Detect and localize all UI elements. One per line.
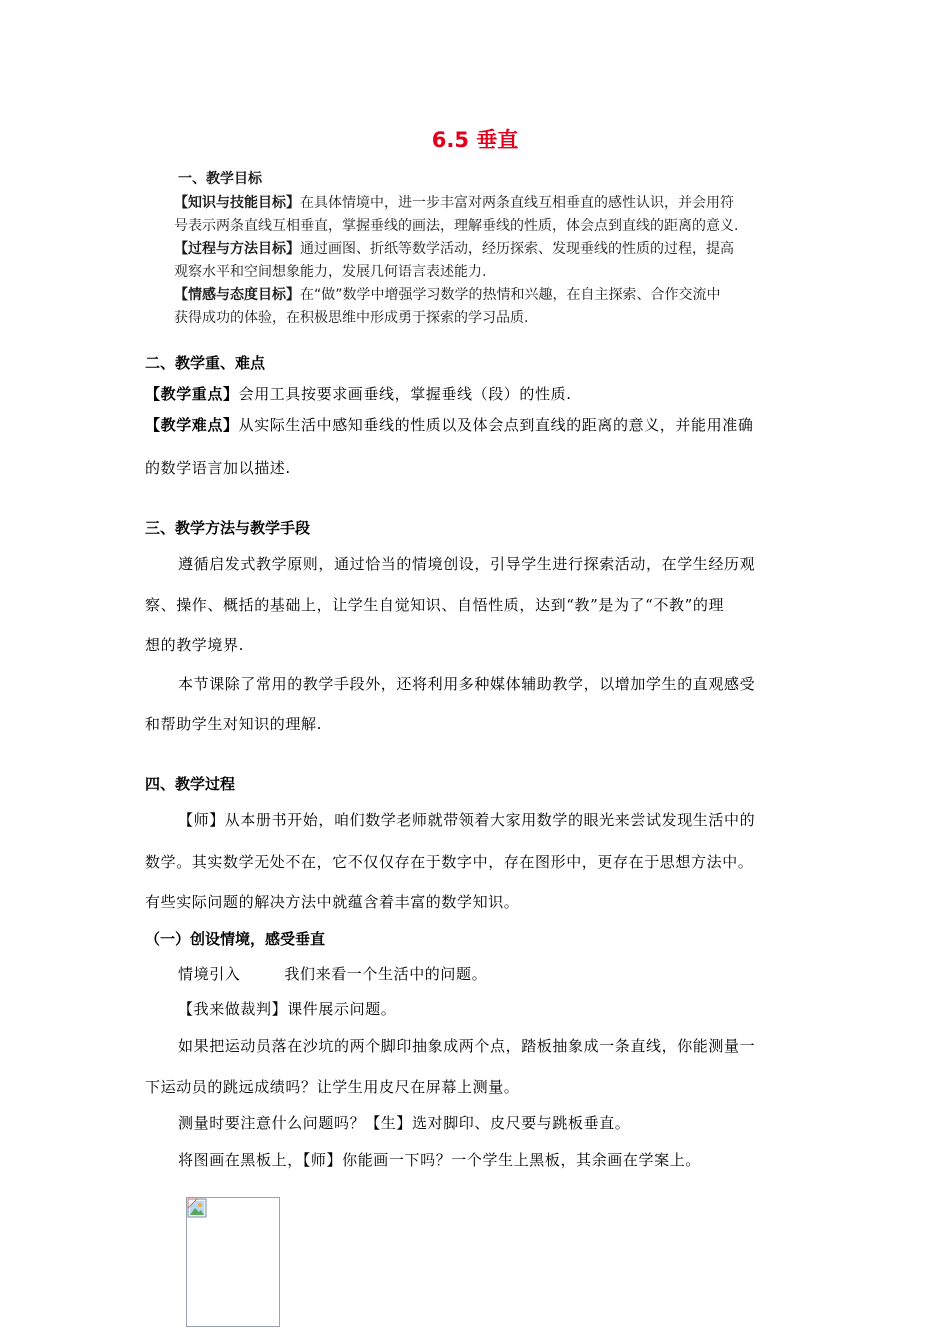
emotion-goal-text-2: 获得成功的体验，在积极思维中形成勇于探索的学习品质. <box>174 310 529 326</box>
process-goal-label: 【过程与方法目标】 <box>174 241 300 257</box>
intro-line <box>178 963 808 984</box>
key-point-text: 会用工具按要求画垂线，掌握垂线（段）的性质. <box>238 385 572 403</box>
section4-heading: 四、教学过程 <box>145 775 236 793</box>
knowledge-goal-line-1 <box>174 192 794 215</box>
judge-line: 【我来做裁判】课件展示问题。 <box>178 1000 397 1018</box>
difficult-point-label: 【教学难点】 <box>145 416 239 434</box>
method-paragraph-1-line-3: 想的教学境界. <box>145 636 244 654</box>
subsection-heading: （一）创设情境，感受垂直 <box>145 930 326 948</box>
objectives-heading: 一、教学目标 <box>178 171 262 187</box>
process-paragraph-1-line-3: 有些实际问题的解决方法中就蕴含着丰富的数学知识。 <box>145 893 520 911</box>
broken-image-icon <box>187 1198 207 1218</box>
knowledge-goal-text-1: 在具体情境中，进一步丰富对两条直线互相垂直的感性认识，并会用符 <box>300 195 734 211</box>
intro-label: 情境引入 <box>178 965 241 983</box>
process-paragraph-3: 测量时要注意什么问题吗？【生】选对脚印、皮尺要与跳板垂直。 <box>178 1114 631 1132</box>
difficult-point-line <box>145 414 805 435</box>
method-paragraph-2-line-1: 本节课除了常用的教学手段外，还将利用多种媒体辅助教学，以增加学生的直观感受 <box>178 675 756 693</box>
difficult-point-text-1: 从实际生活中感知垂线的性质以及体会点到直线的距离的意义，并能用准确 <box>238 416 754 434</box>
process-goal-text-2: 观察水平和空间想象能力，发展几何语言表述能力. <box>174 264 487 280</box>
knowledge-goal-text-2: 号表示两条直线互相垂直，掌握垂线的画法，理解垂线的性质，体会点到直线的距离的意义. <box>174 218 739 234</box>
page-title: 6.5 垂直 <box>431 128 519 152</box>
method-paragraph-1-line-2: 察、操作、概括的基础上，让学生自觉知识、自悟性质，达到“教”是为了“不教”的理 <box>145 596 725 614</box>
process-paragraph-1-line-2: 数学。其实数学无处不在，它不仅仅存在于数字中，存在图形中，更存在于思想方法中。 <box>145 853 754 871</box>
section3-heading: 三、教学方法与教学手段 <box>145 519 311 537</box>
process-goal-line-1 <box>174 238 794 261</box>
image-placeholder <box>186 1197 280 1327</box>
difficult-point-text-2: 的数学语言加以描述. <box>145 459 291 477</box>
process-paragraph-1-line-1: 【师】从本册书开始，咱们数学老师就带领着大家用数学的眼光来尝试发现生活中的 <box>178 811 756 829</box>
intro-text: 我们来看一个生活中的问题。 <box>284 965 488 983</box>
objectives-scan <box>174 168 794 338</box>
emotion-goal-text-1: 在“做”数学中增强学习数学的热情和兴趣，在自主探索、合作交流中 <box>300 287 721 303</box>
key-point-line <box>145 383 805 404</box>
key-point-label: 【教学重点】 <box>145 385 239 403</box>
emotion-goal-line-1 <box>174 284 794 307</box>
section2-heading: 二、教学重、难点 <box>145 354 266 372</box>
process-paragraph-4: 将图画在黑板上，【师】你能画一下吗？一个学生上黑板，其余画在学案上。 <box>178 1151 701 1169</box>
process-paragraph-2-line-1: 如果把运动员落在沙坑的两个脚印抽象成两个点，踏板抽象成一条直线，你能测量一 <box>178 1037 756 1055</box>
method-paragraph-1-line-1: 遵循启发式教学原则，通过恰当的情境创设，引导学生进行探索活动，在学生经历观 <box>178 555 756 573</box>
process-goal-text-1: 通过画图、折纸等数学活动，经历探索、发现垂线的性质的过程，提高 <box>300 241 734 257</box>
method-paragraph-2-line-2: 和帮助学生对知识的理解. <box>145 715 322 733</box>
emotion-goal-label: 【情感与态度目标】 <box>174 287 300 303</box>
process-paragraph-2-line-2: 下运动员的跳远成绩吗？让学生用皮尺在屏幕上测量。 <box>145 1078 520 1096</box>
knowledge-goal-label: 【知识与技能目标】 <box>174 195 300 211</box>
